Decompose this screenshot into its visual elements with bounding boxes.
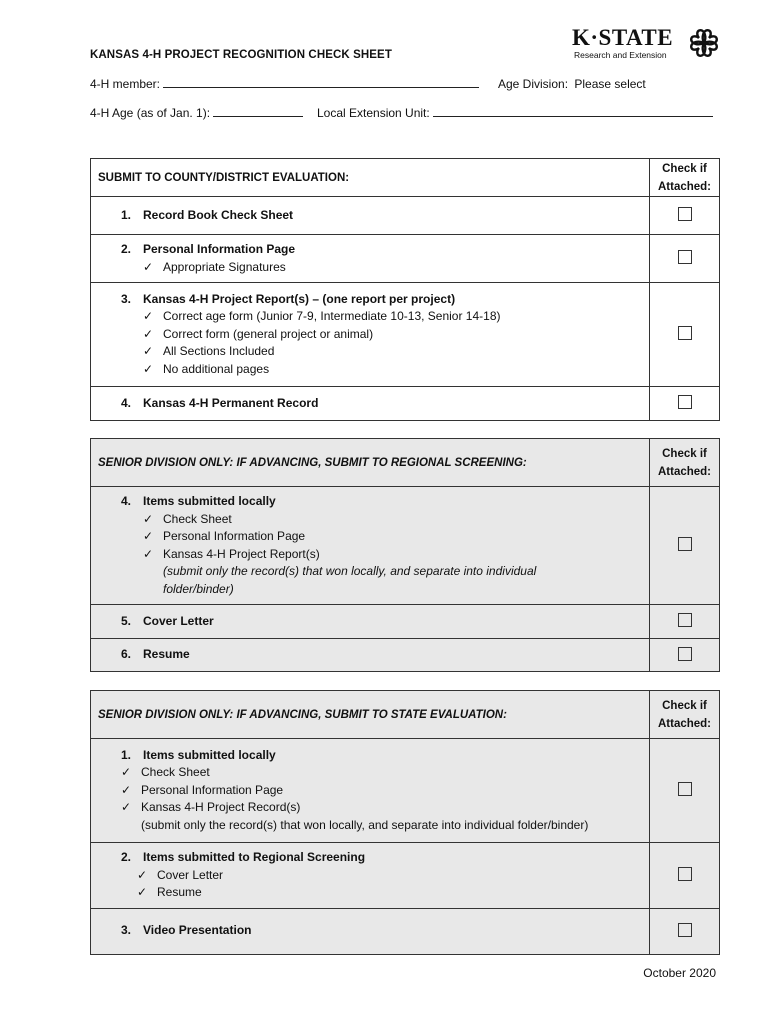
age-division-label: Age Division:	[498, 77, 569, 91]
clover-icon	[686, 28, 722, 62]
section-heading: SENIOR DIVISION ONLY: IF ADVANCING, SUBMIT TO STATE EVALUATION:	[91, 691, 650, 739]
attached-checkbox[interactable]	[678, 207, 692, 221]
item-label: Record Book Check Sheet	[143, 207, 294, 222]
attached-checkbox[interactable]	[678, 782, 692, 796]
attached-checkbox[interactable]	[678, 537, 692, 551]
item-label: Items submitted locally	[143, 747, 276, 762]
state-evaluation-table	[90, 690, 720, 955]
page-title: KANSAS 4-H PROJECT RECOGNITION CHECK SHEET	[90, 49, 392, 61]
item-label: Items submitted to Regional Screening	[143, 850, 366, 864]
checkmark-icon: ✓	[121, 782, 132, 797]
member-row	[90, 77, 479, 91]
attached-checkbox[interactable]	[678, 326, 692, 340]
item-label: Video Presentation	[143, 923, 252, 938]
check-column-header: Check if Attached:	[650, 159, 720, 197]
table-row: 2. Items submitted to Regional Screening ✓ Cover Letter ✓ Resume	[91, 843, 720, 909]
unit-label: Local Extension Unit:	[317, 106, 430, 120]
checkmark-icon: ✓	[143, 309, 154, 324]
unit-row	[317, 106, 713, 120]
table-row: 5. Cover Letter	[91, 605, 720, 639]
kstate-logo	[572, 26, 722, 66]
check-column-header: Check if Attached:	[650, 691, 720, 739]
section-heading: SUBMIT TO COUNTY/DISTRICT EVALUATION:	[91, 159, 650, 197]
footer-date: October 2020	[643, 966, 716, 980]
checkmark-icon: ✓	[143, 546, 154, 561]
checkmark-icon: ✓	[143, 326, 154, 341]
attached-checkbox[interactable]	[678, 647, 692, 661]
logo-sub-text: Research and Extension	[574, 50, 667, 60]
checkmark-icon: ✓	[137, 885, 148, 899]
item-label: Kansas 4-H Project Report(s) – (one report per project)	[143, 291, 456, 306]
age-division-select[interactable]: Please select	[574, 77, 646, 91]
item-label: Personal Information Page	[143, 242, 296, 256]
item-label: Items submitted locally	[143, 494, 276, 508]
check-column-header: Check if Attached:	[650, 439, 720, 487]
age-input[interactable]	[213, 106, 303, 117]
item-label: Kansas 4-H Permanent Record	[143, 395, 319, 410]
item-label: Resume	[143, 647, 190, 662]
county-evaluation-table	[90, 158, 720, 421]
age-row	[90, 106, 303, 120]
table-row: 1. Items submitted locally ✓ Check Sheet ✓ Personal Information Page ✓ Kansas 4-H Project Record(s) (submit only the record(s) that won locally, and separate into individual folder/binder)	[91, 739, 720, 843]
checkmark-icon: ✓	[143, 529, 154, 543]
checkmark-icon: ✓	[143, 344, 154, 359]
checkmark-icon: ✓	[143, 259, 154, 274]
table-row: 3. Kansas 4-H Project Report(s) – (one report per project) ✓ Correct age form (Junior 7-9, Intermediate 10-13, Senior 14-18) ✓ Correct form (general project or animal) ✓ All Sections Included ✓ No additional pages	[91, 283, 720, 387]
table-row: 4. Kansas 4-H Permanent Record	[91, 387, 720, 421]
checkmark-icon: ✓	[121, 765, 132, 780]
member-input[interactable]	[163, 77, 479, 88]
table-row: 3. Video Presentation	[91, 908, 720, 954]
attached-checkbox[interactable]	[678, 867, 692, 881]
age-label: 4-H Age (as of Jan. 1):	[90, 106, 211, 120]
age-division-row	[498, 77, 646, 91]
attached-checkbox[interactable]	[678, 613, 692, 627]
attached-checkbox[interactable]	[678, 923, 692, 937]
attached-checkbox[interactable]	[678, 250, 692, 264]
regional-screening-table	[90, 438, 720, 672]
logo-main-text: K·STATE	[572, 25, 674, 50]
item-label: Cover Letter	[143, 613, 214, 628]
checkmark-icon: ✓	[137, 867, 148, 882]
table-row: 1. Record Book Check Sheet	[91, 197, 720, 235]
table-row: 6. Resume	[91, 639, 720, 672]
attached-checkbox[interactable]	[678, 395, 692, 409]
checkmark-icon: ✓	[143, 361, 154, 376]
section-heading: SENIOR DIVISION ONLY: IF ADVANCING, SUBMIT TO REGIONAL SCREENING:	[91, 439, 650, 487]
table-row: 4. Items submitted locally ✓ Check Sheet ✓ Personal Information Page ✓ Kansas 4-H Project Report(s) (submit only the record(s) that won locally, and separate into individual folder/binder)	[91, 487, 720, 605]
table-row: 2. Personal Information Page ✓ Appropriate Signatures	[91, 235, 720, 283]
member-label: 4-H member:	[90, 77, 161, 91]
checkmark-icon: ✓	[143, 511, 154, 526]
checkmark-icon: ✓	[121, 800, 132, 815]
unit-input[interactable]	[433, 106, 713, 117]
